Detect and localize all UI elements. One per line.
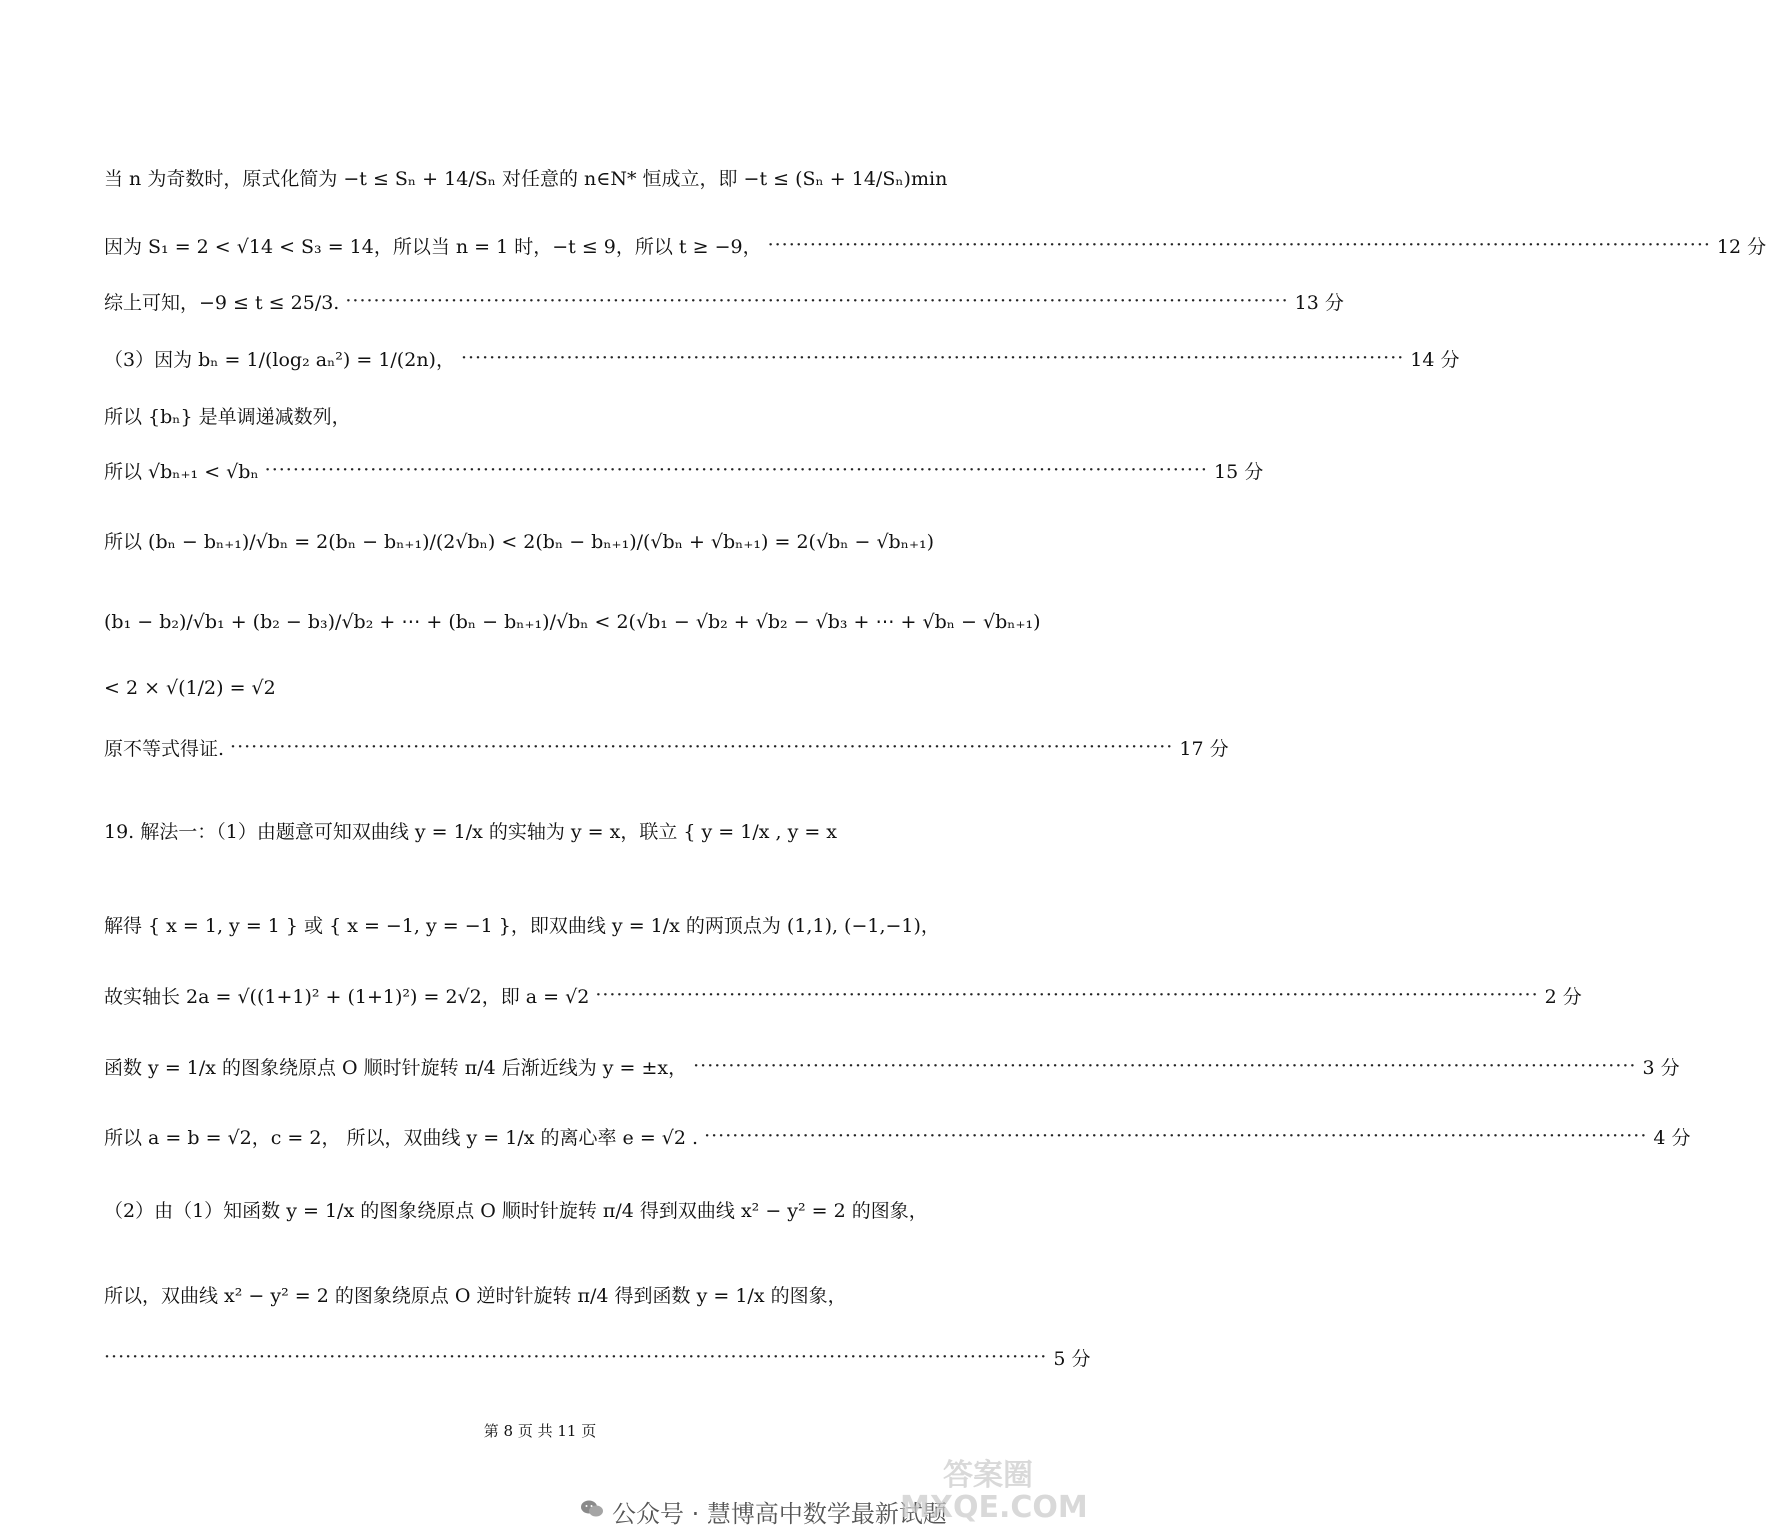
- solution-line-10: [104, 730, 1229, 764]
- dot-leader: ······································································································································: [693, 1055, 1637, 1077]
- score-label: 15 分: [1213, 460, 1264, 483]
- line-text: 所以 a = b = √2，c = 2， 所以，双曲线 y = 1/x 的离心率 e = √2 .: [104, 1126, 699, 1149]
- solution-line-13: [104, 975, 1582, 1015]
- line-text: 所以 (bₙ − bₙ₊₁)/√bₙ = 2(bₙ − bₙ₊₁)/(2√bₙ) < 2(bₙ − bₙ₊₁)/(√bₙ + √bₙ₊₁) = 2(√bₙ − √bₙ₊₁): [104, 530, 934, 553]
- score-label: 17 分: [1179, 737, 1229, 760]
- dot-leader: ······································································································································: [104, 1346, 1048, 1368]
- solution-line-12: [104, 896, 940, 952]
- dot-leader: ······································································································································: [460, 347, 1405, 369]
- score-label: 13 分: [1294, 291, 1344, 314]
- line-text: （2）由（1）知函数 y = 1/x 的图象绕原点 O 顺时针旋转 π/4 得到双曲线 x² − y² = 2 的图象，: [104, 1199, 928, 1222]
- line-text: < 2 × √(1/2) = √2: [104, 677, 276, 699]
- watermark-stamp-logo: 答案圈 MXQE.COM: [900, 1458, 1088, 1525]
- dot-leader: ······································································································································: [767, 234, 1711, 256]
- solution-line-4: [104, 340, 1460, 376]
- solution-line-16: [104, 1185, 928, 1233]
- page-footer: 第 8 页 共 11 页: [483, 1422, 597, 1440]
- line-text: 原不等式得证.: [104, 737, 225, 760]
- score-label: 4 分: [1653, 1126, 1691, 1149]
- dot-leader: ······································································································································: [230, 736, 1174, 758]
- line-text: 因为 S₁ = 2 < √14 < S₃ = 14，所以当 n = 1 时，−t ≤ 9，所以 t ≥ −9，: [104, 235, 762, 258]
- solution-line-2: [104, 228, 1766, 262]
- solution-line-5: [104, 398, 864, 432]
- solution-line-18: [104, 1340, 1091, 1374]
- solution-line-1: [104, 155, 948, 199]
- score-label: 3 分: [1642, 1056, 1680, 1079]
- line-text: 故实轴长 2a = √((1+1)² + (1+1)²) = 2√2，即 a = √2: [104, 985, 590, 1008]
- score-label: 2 分: [1544, 985, 1582, 1008]
- line-text: 当 n 为奇数时，原式化简为 −t ≤ Sₙ + 14/Sₙ 对任意的 n∈N* 恒成立，即 −t ≤ (Sₙ + 14/Sₙ)min: [104, 167, 948, 190]
- solution-line-8: [104, 600, 1041, 644]
- dot-leader: ······································································································································: [264, 459, 1208, 481]
- wechat-icon: [580, 1499, 604, 1519]
- dot-leader: ······································································································································: [595, 984, 1539, 1006]
- line-text: 19. 解法一：（1）由题意可知双曲线 y = 1/x 的实轴为 y = x，联立 { y = 1/x , y = x: [104, 820, 838, 843]
- line-text: 解得 { x = 1, y = 1 } 或 { x = −1, y = −1 }，即双曲线 y = 1/x 的两顶点为 (1,1), (−1,−1)，: [104, 914, 940, 937]
- line-text: 所以 {bₙ} 是单调递减数列，: [104, 405, 351, 428]
- solution-line-17: [104, 1270, 864, 1318]
- line-text: 函数 y = 1/x 的图象绕原点 O 顺时针旋转 π/4 后渐近线为 y = ±x，: [104, 1056, 688, 1079]
- watermark-text: 公众号 · 慧博高中数学最新试题: [612, 1500, 947, 1528]
- score-label: 12 分: [1716, 235, 1766, 258]
- score-label: 14 分: [1410, 348, 1460, 371]
- solution-line-14: [104, 1044, 1680, 1088]
- solution-line-3: [104, 283, 1344, 319]
- line-text: （3）因为 bₙ = 1/(log₂ aₙ²) = 1/(2n)，: [104, 348, 455, 371]
- solution-line-6: [104, 453, 1264, 487]
- line-text: (b₁ − b₂)/√b₁ + (b₂ − b₃)/√b₂ + ⋯ + (bₙ − bₙ₊₁)/√bₙ < 2(√b₁ − √b₂ + √b₂ − √b₃ + ⋯ + √bₙ − √bₙ₊₁): [104, 611, 1041, 633]
- line-text: 所以，双曲线 x² − y² = 2 的图象绕原点 O 逆时针旋转 π/4 得到函数 y = 1/x 的图象，: [104, 1284, 847, 1307]
- solution-line-9: [104, 668, 864, 708]
- line-text: 综上可知，−9 ≤ t ≤ 25/3.: [104, 291, 340, 314]
- solution-line-15: [104, 1114, 1691, 1158]
- solution-line-11: [104, 800, 864, 860]
- dot-leader: ······································································································································: [345, 290, 1289, 312]
- score-label: 5 分: [1053, 1347, 1091, 1370]
- dot-leader: ······································································································································: [704, 1125, 1648, 1147]
- line-text: 所以 √bₙ₊₁ < √bₙ: [104, 460, 259, 483]
- solution-line-7: [104, 518, 934, 562]
